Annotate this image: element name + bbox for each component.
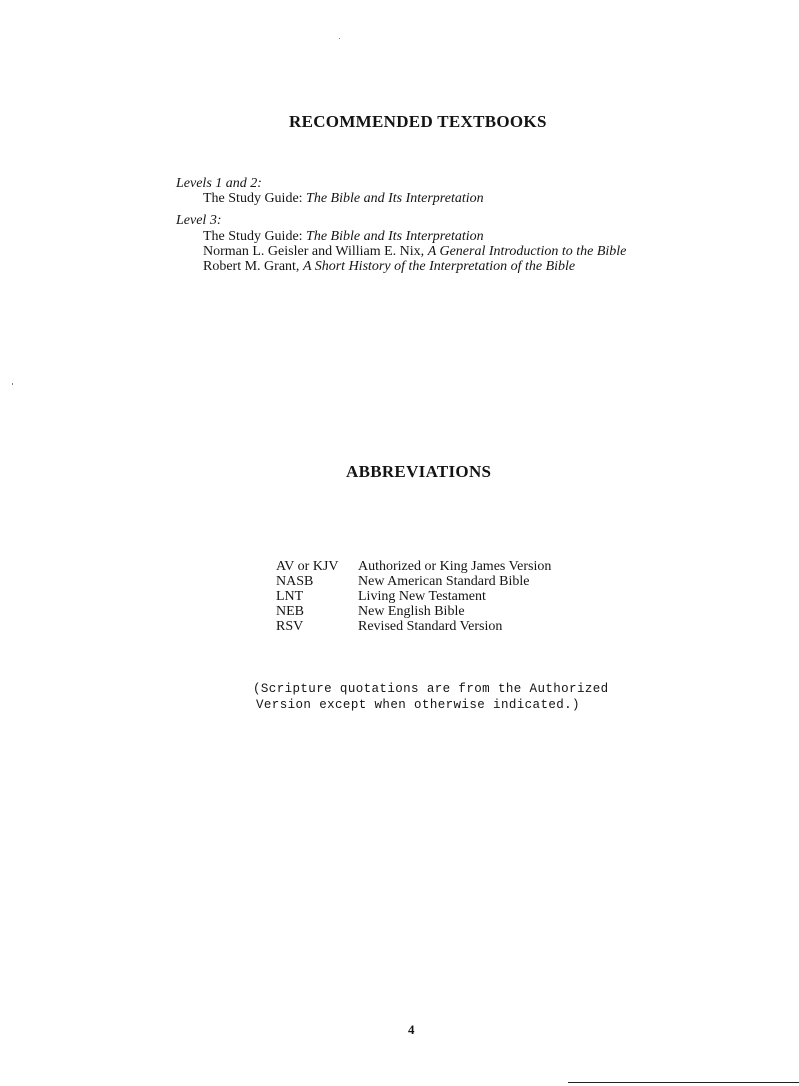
abbreviation-meaning: Authorized or King James Version	[358, 559, 552, 574]
abbreviations-heading: ABBREVIATIONS	[346, 462, 492, 481]
textbook-entry	[203, 191, 484, 206]
textbook-entry-prefix: Robert M. Grant,	[203, 259, 303, 274]
scan-edge-line	[568, 1082, 799, 1083]
abbreviation-meaning: New American Standard Bible	[358, 574, 530, 589]
abbreviation-meaning: Revised Standard Version	[358, 619, 503, 634]
textbook-entry	[203, 259, 575, 274]
abbreviation-code: NASB	[276, 574, 314, 589]
scan-speck	[12, 383, 13, 385]
scripture-note-line: Version except when otherwise indicated.)	[256, 698, 580, 712]
textbook-entry-prefix: The Study Guide:	[203, 191, 307, 206]
scan-speck	[339, 38, 340, 39]
textbook-entry-title: A Short History of the Interpretation of the Bible	[302, 259, 576, 274]
abbreviation-code: AV or KJV	[276, 559, 339, 574]
page-number: 4	[408, 1022, 415, 1037]
abbreviation-meaning: Living New Testament	[358, 589, 486, 604]
textbook-entry-prefix: The Study Guide:	[203, 229, 307, 244]
textbook-entry-title: The Bible and Its Interpretation	[306, 191, 484, 206]
textbook-entry-prefix: Norman L. Geisler and William E. Nix,	[203, 244, 428, 259]
level-3-label: Level 3:	[176, 213, 222, 228]
abbreviation-code: NEB	[276, 604, 304, 619]
levels-1-2-label: Levels 1 and 2:	[176, 176, 262, 191]
textbook-entry	[203, 244, 626, 259]
abbreviation-code: LNT	[276, 589, 304, 604]
textbooks-heading: RECOMMENDED TEXTBOOKS	[289, 112, 547, 131]
scripture-note-line: (Scripture quotations are from the Authorized	[253, 682, 609, 696]
abbreviation-meaning: New English Bible	[358, 604, 465, 619]
textbook-entry-title: A General Introduction to the Bible	[427, 244, 627, 259]
textbook-entry-title: The Bible and Its Interpretation	[306, 229, 484, 244]
textbook-entry	[203, 229, 484, 244]
abbreviation-code: RSV	[276, 619, 304, 634]
